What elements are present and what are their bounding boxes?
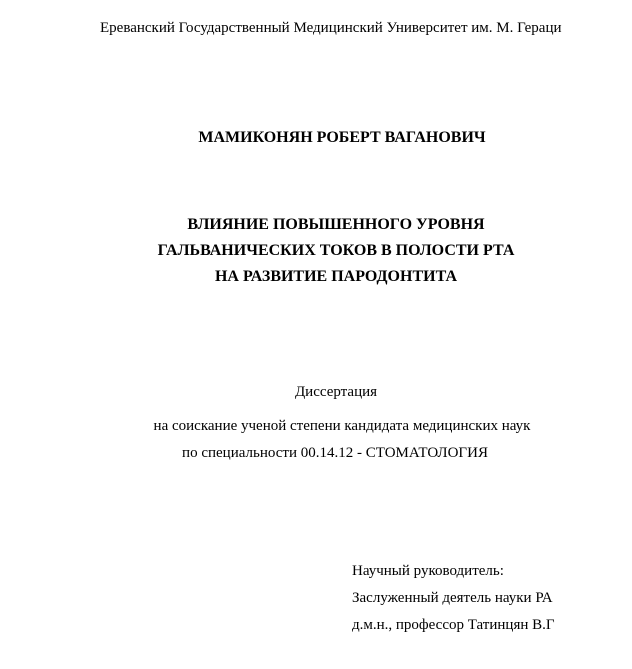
title-line: ВЛИЯНИЕ ПОВЫШЕННОГО УРОВНЯ [187,216,485,233]
dissertation-title [0,212,632,290]
specialty-line: по специальности 00.14.12 - СТОМАТОЛОГИЯ [182,445,488,461]
supervisor-name: д.м.н., профессор Татинцян В.Г [352,617,555,633]
supervisor-title: Заслуженный деятель науки РА [352,590,553,606]
supervisor-label: Научный руководитель: [352,563,504,579]
title-line: ГАЛЬВАНИЧЕСКИХ ТОКОВ В ПОЛОСТИ РТА [157,242,515,259]
degree-line: на соискание ученой степени кандидата медицинских наук [153,418,531,434]
author-name: МАМИКОНЯН РОБЕРТ ВАГАНОВИЧ [198,129,486,146]
university-name: Ереванский Государственный Медицинский Университет им. М. Гераци [100,20,562,36]
title-line: НА РАЗВИТИЕ ПАРОДОНТИТА [214,268,457,285]
work-type: Диссертация [294,384,378,400]
supervisor-block [352,558,555,639]
